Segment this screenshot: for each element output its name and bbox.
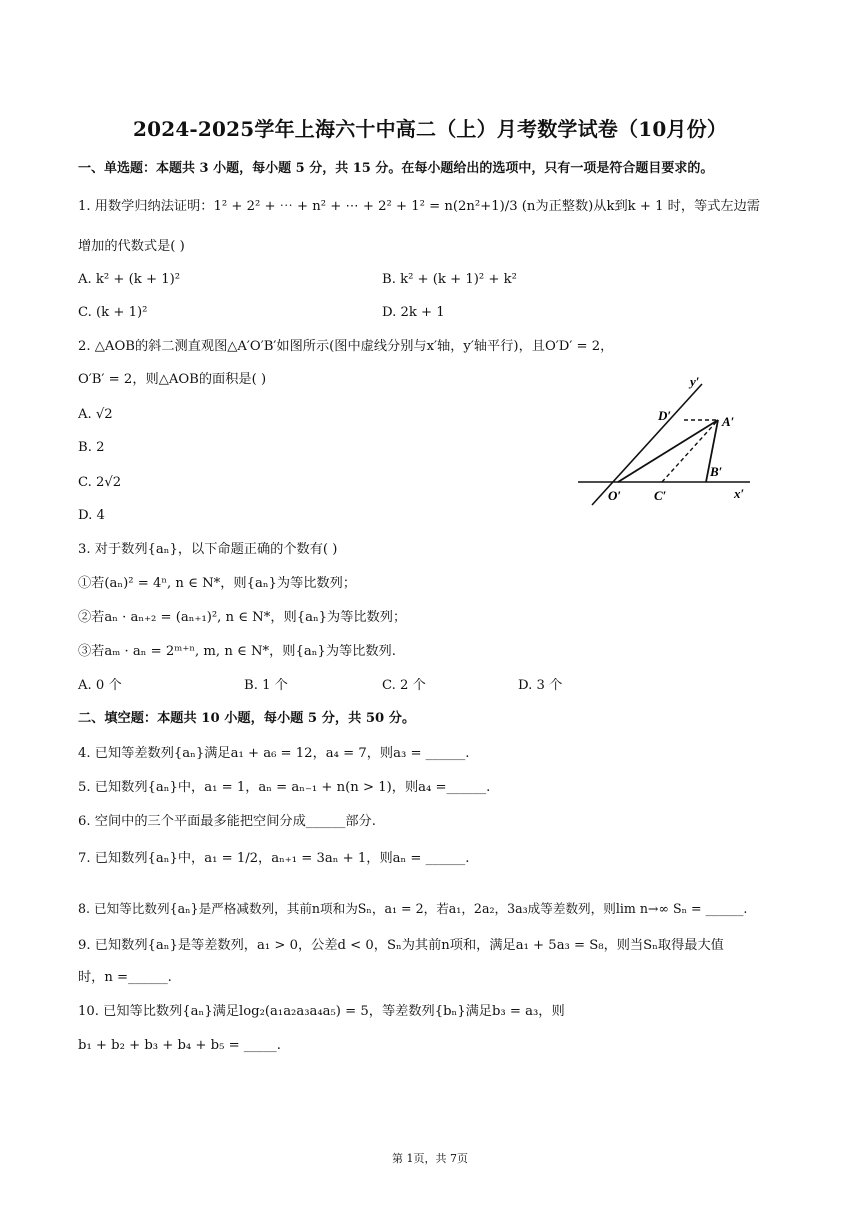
y-axis-line	[592, 384, 702, 505]
question-2-option-d: D. 4	[78, 508, 105, 523]
question-1-option-c: C. (k + 1)²	[78, 305, 148, 320]
question-1-line-1: 1. 用数学归纳法证明：1² + 2² + ⋯ + n² + ⋯ + 2² + 1² = n(2n²+1)/3 (n为正整数)从k到k + 1 时，等式左边需	[78, 199, 760, 214]
question-2-option-c: C. 2√2	[78, 475, 122, 490]
question-4: 4. 已知等差数列{aₙ}满足a₁ + a₆ = 12，a₄ = 7，则a₃ = ______.	[78, 746, 470, 761]
question-3-statement-1: ①若(aₙ)² = 4ⁿ, n ∈ N*，则{aₙ}为等比数列；	[78, 576, 357, 591]
question-2-line-1: 2. △AOB的斜二测直观图△A′O′B′如图所示(图中虚线分别与x′轴，y′轴平行)，且O′D′ = 2，	[78, 339, 614, 354]
question-6: 6. 空间中的三个平面最多能把空间分成______部分.	[78, 814, 376, 829]
question-5: 5. 已知数列{aₙ}中，a₁ = 1，aₙ = aₙ₋₁ + n(n > 1)，则a₄ =______.	[78, 780, 491, 795]
question-1-option-d: D. 2k + 1	[382, 305, 445, 320]
section-heading-single-choice: 一、单选题：本题共 3 小题，每小题 5 分，共 15 分。在每小题给出的选项中，只有一项是符合题目要求的。	[78, 161, 714, 176]
question-9-line-2: 时，n =______.	[78, 970, 172, 985]
question-9-line-1: 9. 已知数列{aₙ}是等差数列，a₁ > 0，公差d < 0，Sₙ为其前n项和，满足a₁ + 5a₃ = S₈，则当Sₙ取得最大值	[78, 938, 724, 953]
question-2-option-a: A. √2	[78, 407, 113, 422]
label-b: B′	[710, 464, 723, 479]
oblique-projection-figure	[574, 370, 774, 515]
label-c: C′	[654, 488, 667, 503]
question-3-option-c: C. 2 个	[382, 678, 426, 693]
question-3-option-b: B. 1 个	[244, 678, 288, 693]
question-3-option-d: D. 3 个	[518, 678, 563, 693]
question-1-line-2: 增加的代数式是( )	[78, 239, 185, 254]
label-o: O′	[608, 488, 622, 503]
segment-oa	[618, 420, 718, 482]
page-title: 2024-2025学年上海六十中高二（上）月考数学试卷（10月份）	[132, 117, 728, 141]
question-7: 7. 已知数列{aₙ}中，a₁ = 1/2，aₙ₊₁ = 3aₙ + 1，则aₙ = ______.	[78, 851, 470, 866]
question-10-line-1: 10. 已知等比数列{aₙ}满足log₂(a₁a₂a₃a₄a₅) = 5，等差数列{bₙ}满足b₃ = a₃，则	[78, 1004, 565, 1019]
label-d: D′	[658, 408, 672, 423]
question-3-line-1: 3. 对于数列{aₙ}，以下命题正确的个数有( )	[78, 542, 338, 557]
question-1-option-b: B. k² + (k + 1)² + k²	[382, 272, 517, 287]
question-10-line-2: b₁ + b₂ + b₃ + b₄ + b₅ = _____.	[78, 1038, 281, 1053]
label-a: A′	[722, 414, 735, 429]
question-1-option-a: A. k² + (k + 1)²	[78, 272, 181, 287]
label-y-axis: y′	[690, 374, 700, 389]
label-x-axis: x′	[734, 486, 745, 501]
question-2-option-b: B. 2	[78, 440, 105, 455]
question-2-line-2: O′B′ = 2，则△AOB的面积是( )	[78, 372, 267, 387]
question-8: 8. 已知等比数列{aₙ}是严格减数列，其前n项和为Sₙ，a₁ = 2，若a₁，2a₂，3a₃成等差数列，则lim n→∞ Sₙ = ______.	[78, 901, 748, 916]
question-3-option-a: A. 0 个	[78, 678, 122, 693]
question-3-statement-2: ②若aₙ · aₙ₊₂ = (aₙ₊₁)², n ∈ N*，则{aₙ}为等比数列；	[78, 610, 407, 625]
section-heading-fill-in: 二、填空题：本题共 10 小题，每小题 5 分，共 50 分。	[78, 711, 416, 726]
question-3-statement-3: ③若aₘ · aₙ = 2ᵐ⁺ⁿ, m, n ∈ N*，则{aₙ}为等比数列.	[78, 644, 396, 659]
page-footer: 第 1页，共 7页	[392, 1152, 468, 1165]
